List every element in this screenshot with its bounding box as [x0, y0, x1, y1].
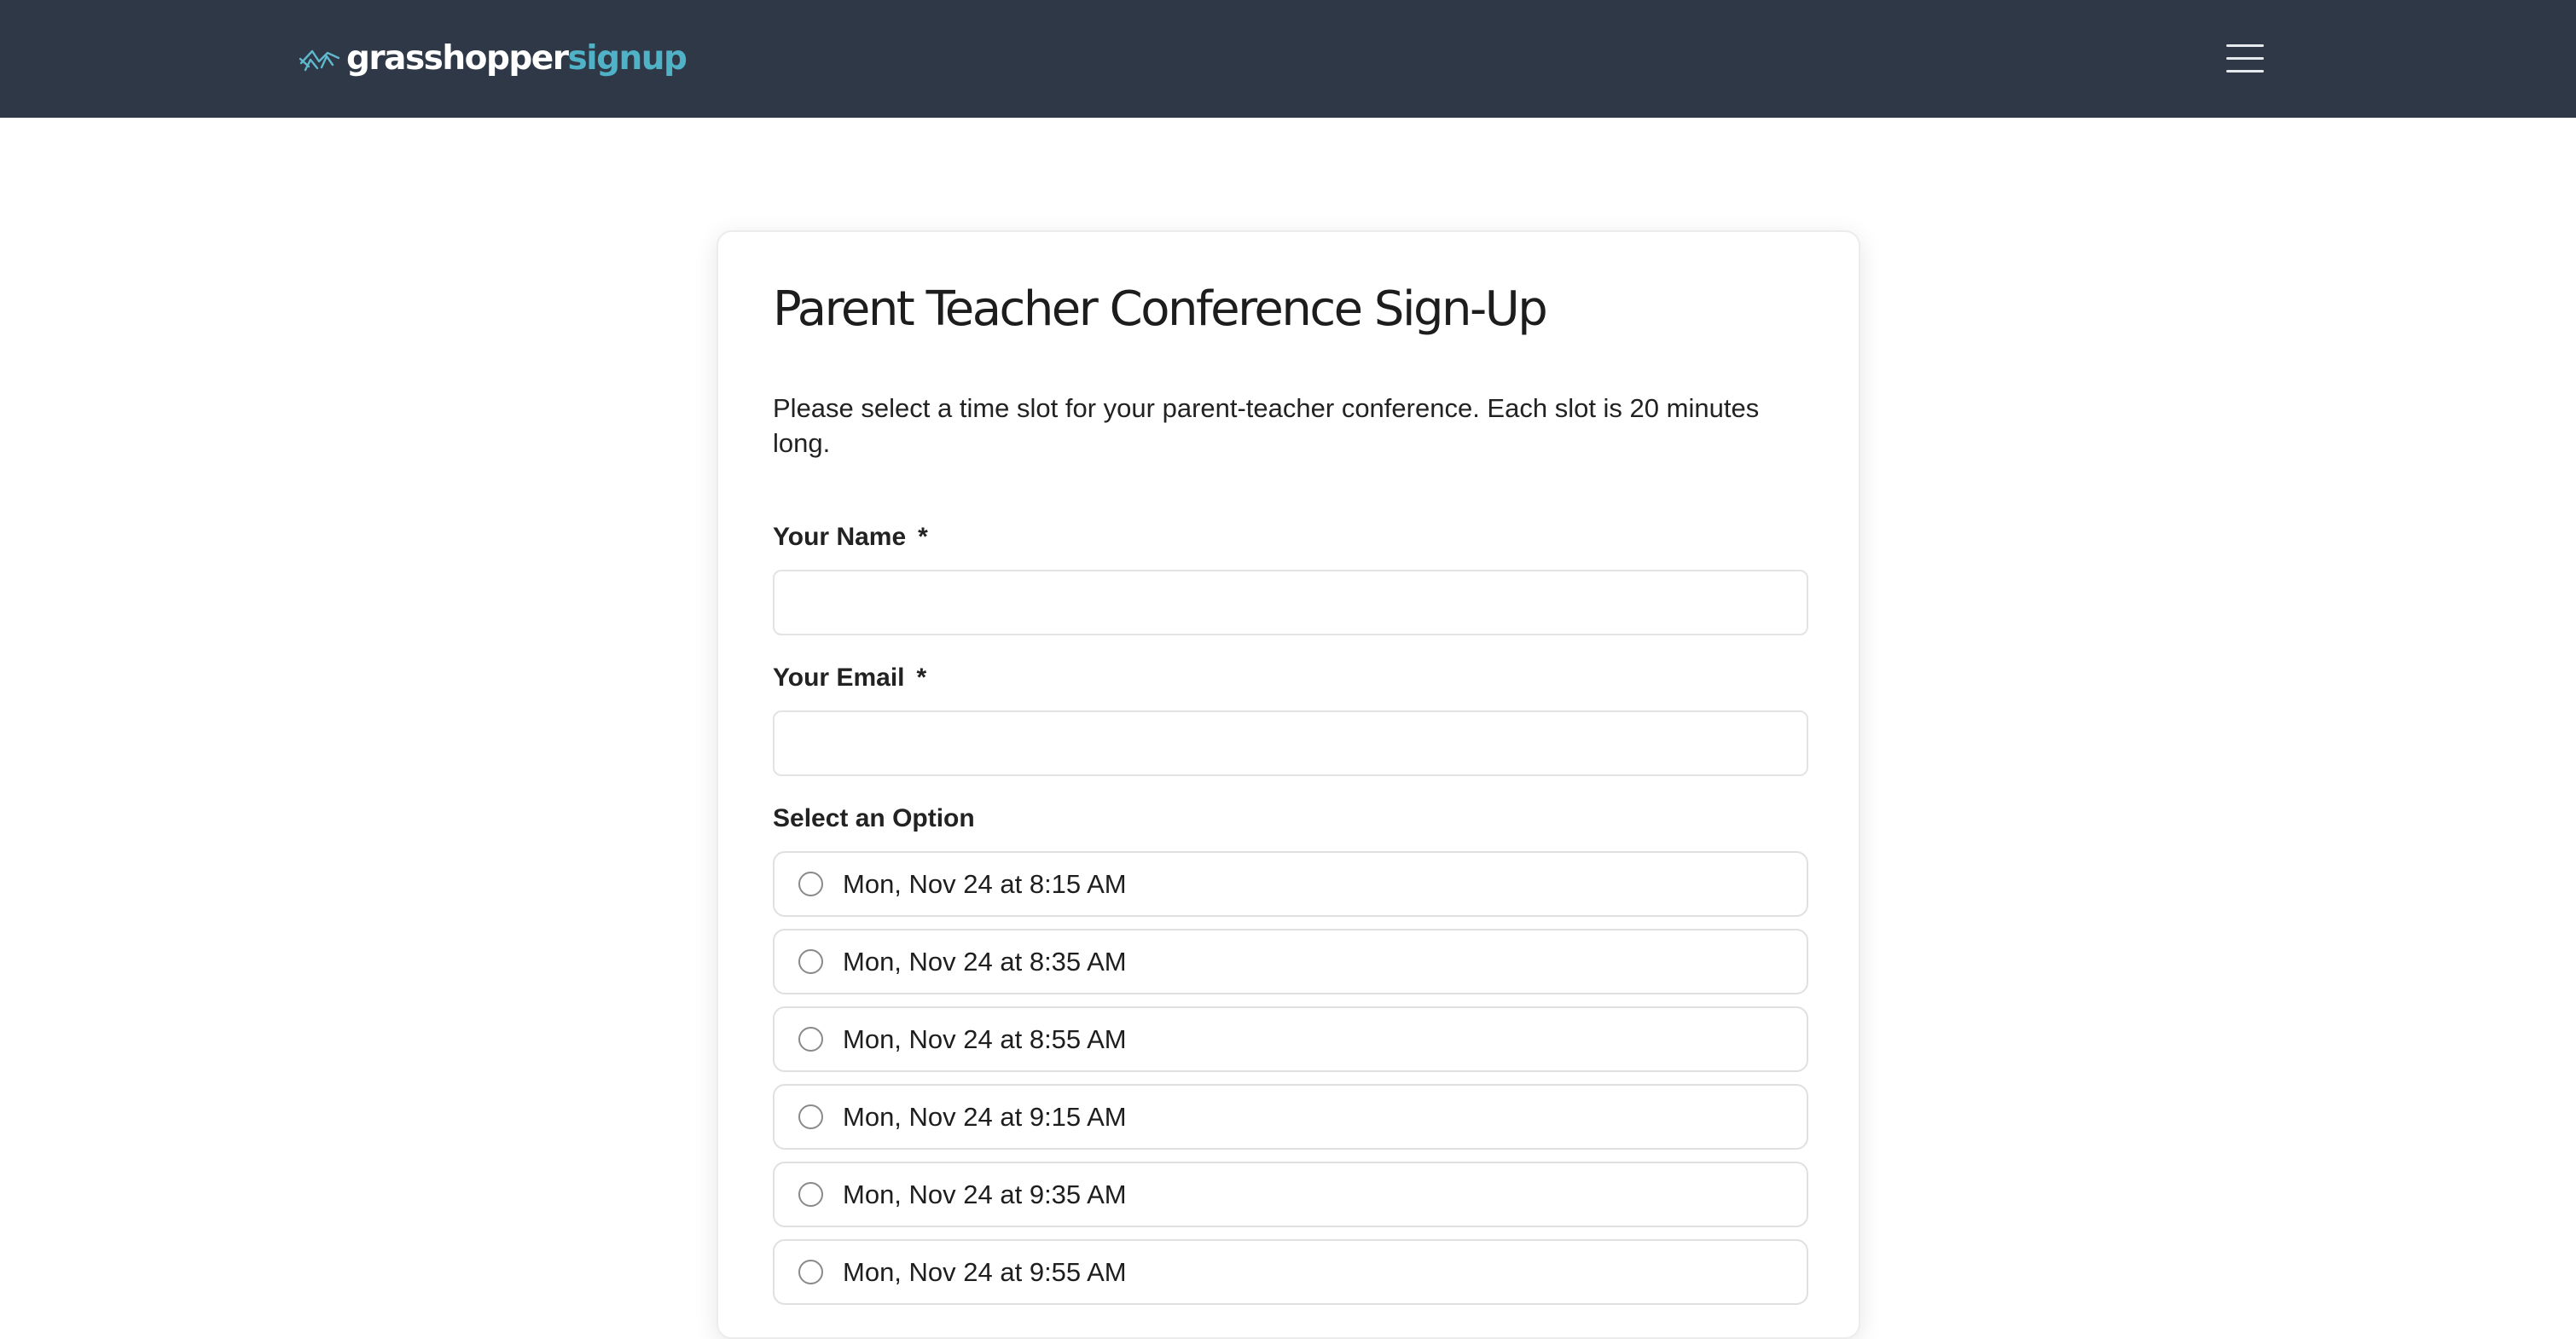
email-label: [773, 664, 926, 693]
time-slot-option[interactable]: [773, 1006, 1808, 1072]
email-label-text: Your Email: [773, 664, 905, 692]
hamburger-menu-icon[interactable]: [2225, 41, 2267, 77]
time-slot-label: Mon, Nov 24 at 9:15 AM: [843, 1102, 1127, 1132]
menu-line: [2226, 70, 2264, 72]
brand-name-part1: grasshopper: [346, 39, 568, 78]
options-heading: Select an Option: [773, 804, 975, 832]
time-slot-label: Mon, Nov 24 at 9:55 AM: [843, 1257, 1127, 1287]
time-slot-label: Mon, Nov 24 at 9:35 AM: [843, 1180, 1127, 1209]
brand-name-part2: signup: [567, 39, 687, 78]
menu-line: [2226, 57, 2264, 60]
radio-button[interactable]: [798, 1104, 823, 1129]
signup-form-card: [717, 230, 1860, 1339]
time-slot-option[interactable]: [773, 929, 1808, 994]
name-label: [773, 523, 928, 552]
menu-line: [2226, 44, 2264, 47]
page-title: Parent Teacher Conference Sign-Up: [773, 281, 1546, 337]
name-field[interactable]: [773, 570, 1808, 635]
time-slot-option[interactable]: [773, 1084, 1808, 1150]
radio-button[interactable]: [798, 1182, 823, 1207]
radio-button[interactable]: [798, 949, 823, 974]
required-marker: *: [918, 523, 928, 551]
time-slot-option[interactable]: [773, 1162, 1808, 1227]
brand-logo-link[interactable]: [299, 34, 686, 84]
time-slot-label: Mon, Nov 24 at 8:15 AM: [843, 869, 1127, 899]
radio-button[interactable]: [798, 1260, 823, 1284]
time-slot-label: Mon, Nov 24 at 8:55 AM: [843, 1024, 1127, 1054]
brand-name: [346, 34, 686, 84]
name-label-text: Your Name: [773, 523, 907, 551]
top-navbar: [0, 0, 2576, 118]
grasshopper-logo-icon: [299, 44, 341, 73]
time-slot-option[interactable]: [773, 1239, 1808, 1305]
radio-button[interactable]: [798, 1027, 823, 1052]
required-marker: *: [916, 664, 927, 692]
time-slot-label: Mon, Nov 24 at 8:35 AM: [843, 947, 1127, 977]
form-description: Please select a time slot for your parent-teacher conference. Each slot is 20 minutes long.: [773, 393, 1760, 458]
email-field[interactable]: [773, 710, 1808, 776]
time-slot-option[interactable]: [773, 851, 1808, 917]
radio-button[interactable]: [798, 872, 823, 896]
